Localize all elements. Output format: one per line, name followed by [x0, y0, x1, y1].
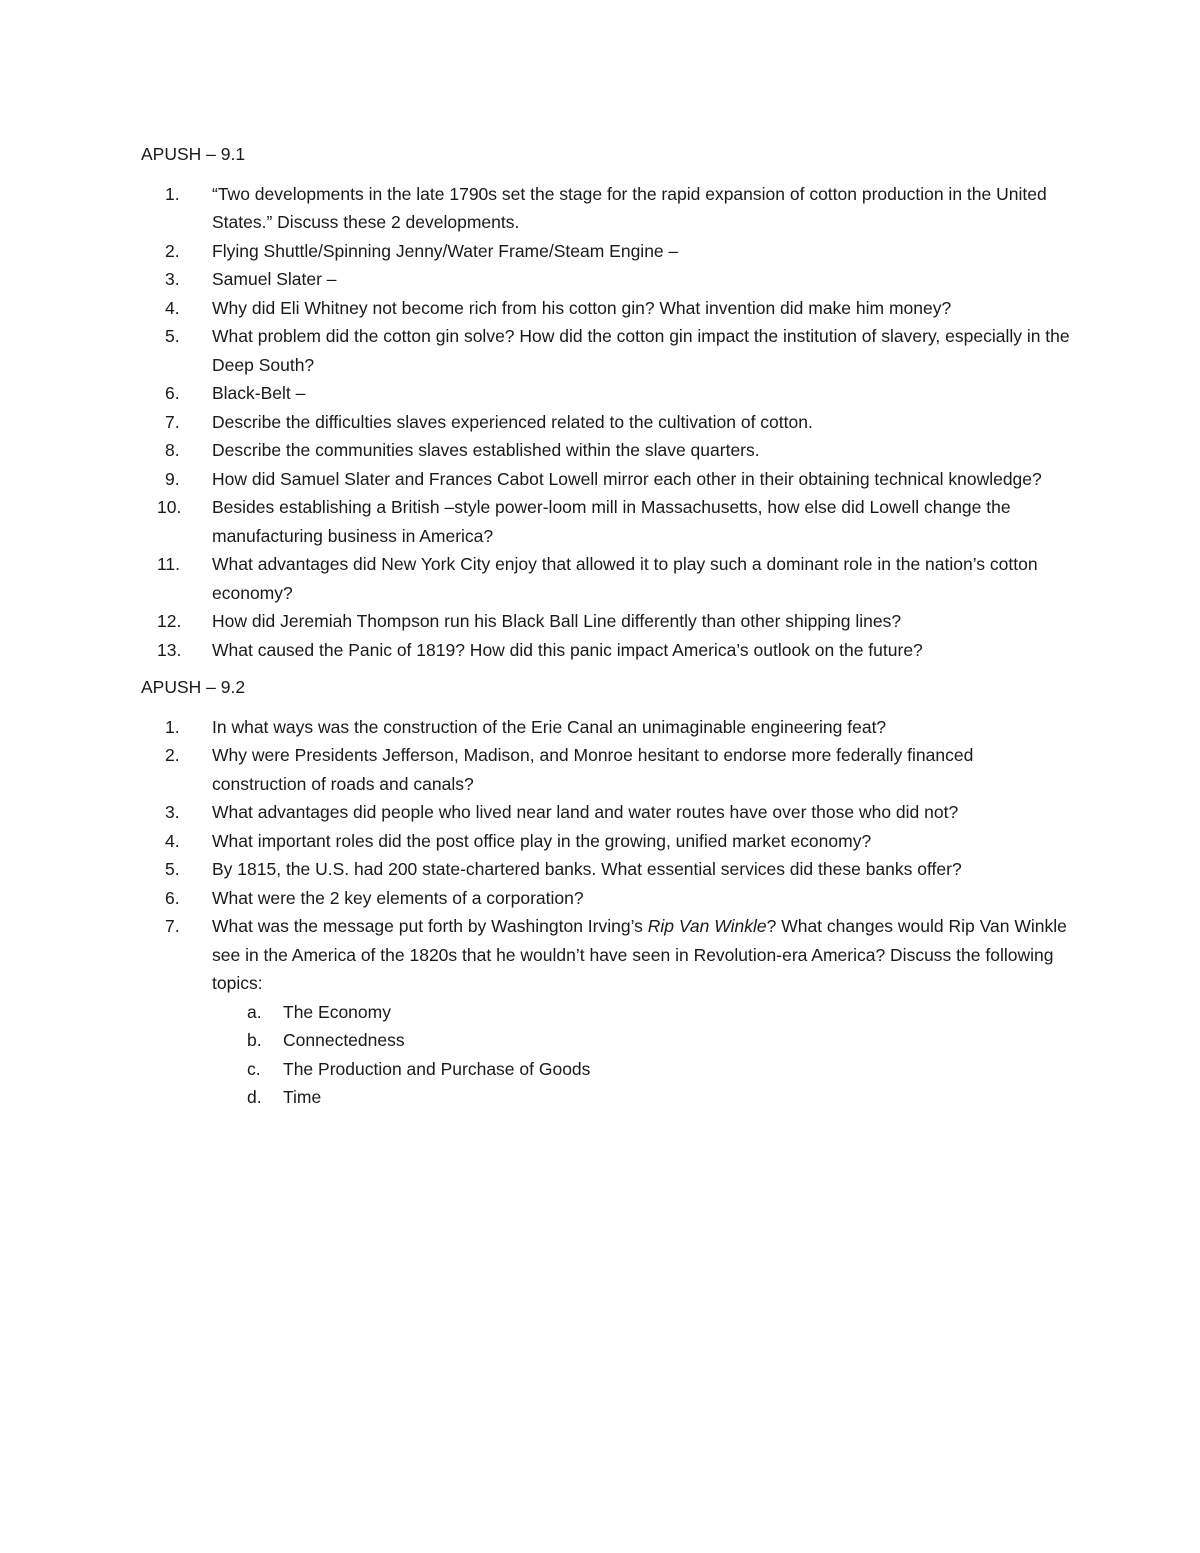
question-text: Samuel Slater – [212, 269, 337, 289]
question-number: 5. [165, 326, 180, 346]
question-item [141, 884, 1071, 913]
question-text: Why did Eli Whitney not become rich from his cotton gin? What invention did make him money? [212, 297, 952, 318]
question-item [141, 550, 1071, 607]
question-text: Describe the communities slaves established within the slave quarters. [212, 440, 760, 460]
question-text: Besides establishing a British –style power-loom mill in Massachusetts, how else did Lowell change the manufacturing business in America? [212, 497, 1011, 546]
topic-text: Time [283, 1087, 322, 1107]
question-item [141, 636, 1071, 665]
question-number: 5. [165, 859, 180, 879]
question-number: 11. [157, 554, 181, 574]
question-item [141, 322, 1071, 379]
question-item [141, 180, 1071, 237]
question-item [141, 408, 1071, 437]
topic-letter: d. [247, 1087, 262, 1107]
question-item [141, 237, 1071, 266]
section-heading-9-2: APUSH – 9.2 [141, 677, 246, 697]
question-number: 12. [157, 611, 182, 631]
question-text: Why were Presidents Jefferson, Madison, and Monroe hesitant to endorse more federally financed construction of roads and canals? [212, 745, 974, 794]
question-text: How did Jeremiah Thompson run his Black Ball Line differently than other shipping lines? [212, 611, 902, 631]
question-number: 1. [165, 183, 180, 204]
topic-item [212, 998, 1071, 1027]
question-number: 6. [165, 383, 180, 403]
question-text: What problem did the cotton gin solve? How did the cotton gin impact the institution of slavery, especially in the Deep South? [212, 326, 1070, 375]
topic-item [212, 1083, 1071, 1112]
question-number: 4. [165, 297, 180, 318]
topic-item [212, 1055, 1071, 1084]
question-item [141, 493, 1071, 550]
question-number: 4. [165, 830, 180, 851]
topic-text: The Production and Purchase of Goods [283, 1058, 591, 1079]
topic-letter: a. [247, 1001, 262, 1022]
question-text: What advantages did New York City enjoy that allowed it to play such a dominant role in the nation’s cotton economy? [212, 554, 1038, 603]
question-text: What were the 2 key elements of a corporation? [212, 887, 584, 908]
topic-text: The Economy [283, 1001, 391, 1022]
question-text: In what ways was the construction of the Erie Canal an unimaginable engineering feat? [212, 716, 887, 737]
question-list-9-2 [141, 713, 1071, 1112]
question-text: “Two developments in the late 1790s set the stage for the rapid expansion of cotton production in the United States.” Discuss these 2 developments. [212, 183, 1047, 232]
question-item [141, 827, 1071, 856]
question-item [141, 379, 1071, 408]
question-item [141, 265, 1071, 294]
question-number: 10. [157, 497, 182, 517]
topic-text: Connectedness [283, 1030, 405, 1050]
section-heading-9-1: APUSH – 9.1 [141, 144, 246, 164]
question-item [141, 294, 1071, 323]
question-text: What advantages did people who lived near land and water routes have over those who did not? [212, 802, 959, 822]
topic-letter: b. [247, 1030, 262, 1050]
question-number: 6. [165, 887, 180, 908]
question-text: What important roles did the post office play in the growing, unified market economy? [212, 830, 872, 851]
book-title: Rip Van Winkle [647, 916, 767, 936]
question-text: Black-Belt – [212, 383, 306, 403]
question-text: Describe the difficulties slaves experienced related to the cultivation of cotton. [212, 411, 813, 432]
question-number: 2. [165, 240, 180, 261]
question-list-9-1 [141, 180, 1071, 665]
topic-list [212, 998, 1071, 1112]
question-item [141, 607, 1071, 636]
question-number: 9. [165, 468, 180, 489]
question-number: 7. [165, 411, 180, 432]
question-text: How did Samuel Slater and Frances Cabot Lowell mirror each other in their obtaining technical knowledge? [212, 468, 1042, 489]
question-number: 2. [165, 745, 180, 765]
question-number: 8. [165, 440, 180, 460]
question-item [141, 798, 1071, 827]
document-body [141, 140, 1071, 1112]
question-item [141, 465, 1071, 494]
question-item [141, 855, 1071, 884]
question-number: 13. [157, 639, 182, 660]
question-text-part: ? What changes would Rip Van Winkle see in the America of the 1820s that he wouldn’t have seen in Revolution-era America? Discuss the following topics: [212, 916, 1067, 993]
question-number: 3. [165, 802, 180, 822]
question-item [141, 436, 1071, 465]
question-text-part: What was the message put forth by Washington Irving’s [212, 916, 648, 936]
topic-item [212, 1026, 1071, 1055]
question-item [141, 912, 1071, 1112]
topic-letter: c. [247, 1058, 261, 1079]
question-item [141, 713, 1071, 742]
question-number: 3. [165, 269, 180, 289]
question-number: 1. [165, 716, 180, 737]
question-number: 7. [165, 916, 180, 936]
question-item [141, 741, 1071, 798]
question-text: What caused the Panic of 1819? How did this panic impact America’s outlook on the future? [212, 639, 923, 660]
question-text: Flying Shuttle/Spinning Jenny/Water Frame/Steam Engine – [212, 240, 679, 261]
question-text: By 1815, the U.S. had 200 state-chartered banks. What essential services did these banks offer? [212, 859, 962, 879]
